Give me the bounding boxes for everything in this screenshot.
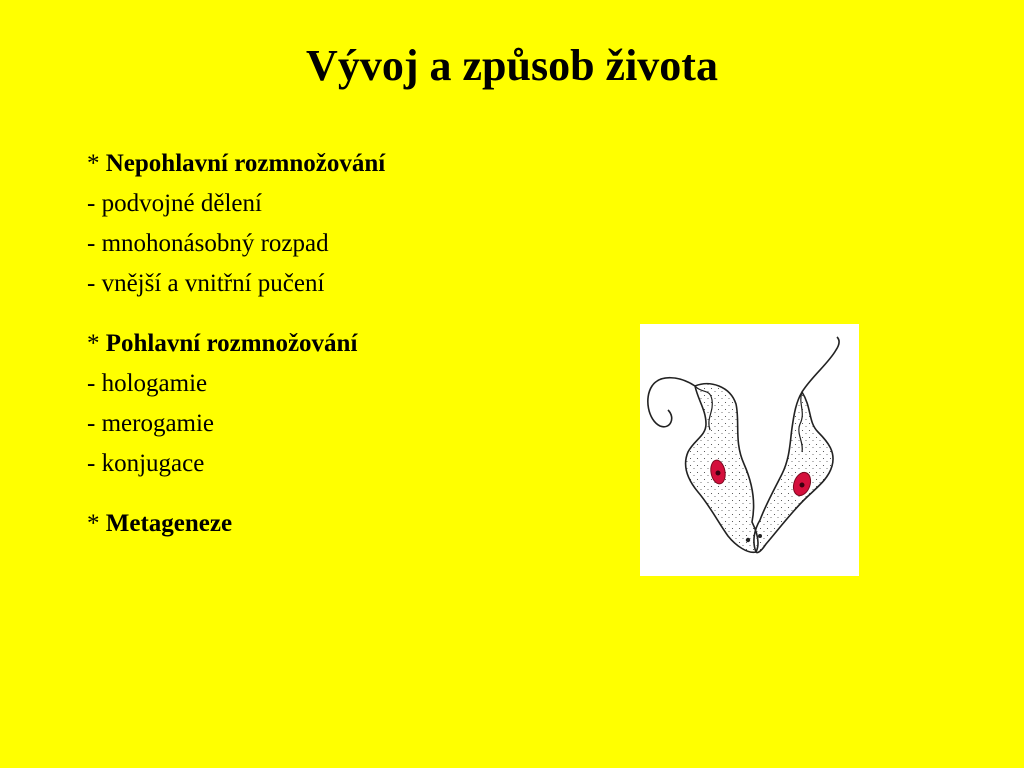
heading-label: Nepohlavní rozmnožování (105, 150, 386, 177)
slide-content (87, 144, 607, 544)
list-item: - vnější a vnitřní pučení (87, 270, 325, 297)
list-item: - konjugace (87, 450, 205, 477)
section-heading-sexual (87, 324, 607, 364)
heading-label: Pohlavní rozmnožování (105, 330, 358, 357)
list-item: - hologamie (87, 370, 208, 397)
list-item: - mnohonásobný rozpad (87, 230, 329, 257)
flagellate-drawing (640, 324, 859, 576)
list-item: - merogamie (87, 410, 215, 437)
right-cell-body (754, 392, 833, 553)
right-flagellum (802, 337, 839, 392)
section-heading-metagenesis (87, 504, 607, 544)
bullet-star: * (87, 150, 100, 177)
section-heading-asexual (87, 144, 607, 184)
left-flagellum (648, 378, 695, 427)
heading-label: Metageneze (105, 510, 233, 537)
slide-title: Vývoj a způsob života (306, 41, 718, 90)
list-item: - podvojné dělení (87, 190, 262, 217)
bullet-star: * (87, 510, 100, 537)
bullet-star: * (87, 330, 100, 357)
dividing-flagellate-illustration (640, 324, 859, 576)
